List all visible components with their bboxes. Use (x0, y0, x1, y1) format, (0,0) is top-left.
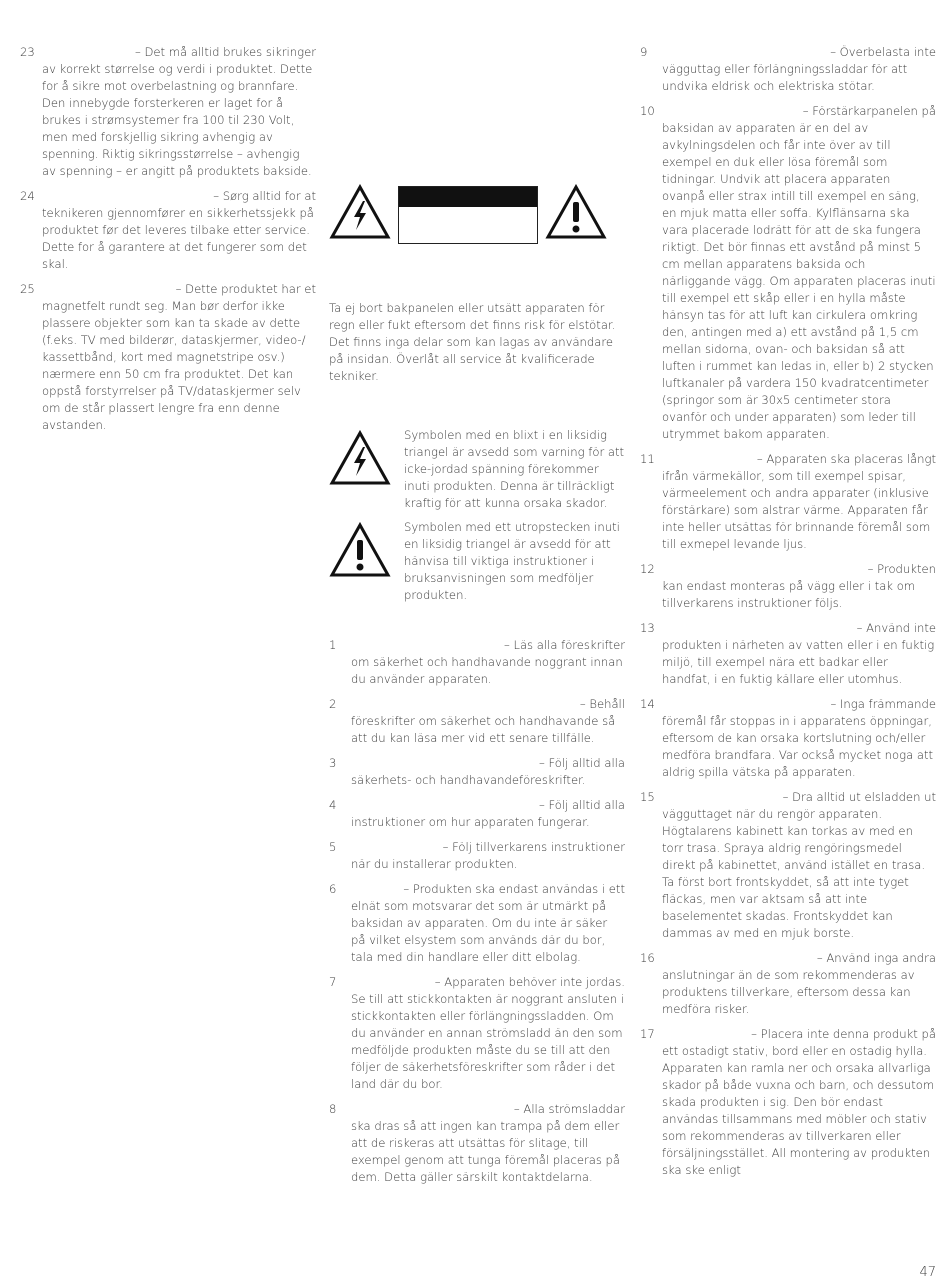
item-text: föremål får stoppas in i apparatens öppningar, eftersom de kan orsaka kortslutning och/eller medföra brandfara. Var också mycket noga att aldrig spilla vätska på apparaten. (662, 714, 934, 779)
item-number: 8 (329, 1102, 337, 1116)
item-number: 23 (20, 45, 35, 59)
item-text: ett ostadigt stativ, bord eller en ostadig hylla. Apparaten kan ramla ner och orsaka allvarliga skador på både vuxna och barn, och dessutom skada produkten i sig. Den bör endast användas tillsammans med möbler och stativ som rekommenderas av tillverkaren eller försäljningsstället. All montering av produkten ska ske enligt (662, 1044, 935, 1177)
exclamation-symbol-text: Symbolen med ett utropstecken inuti en liksidig triangel är avsedd för att hänvisa till viktiga instruktioner i bruksanvisningen som medföljer produkten. (404, 520, 620, 602)
exclamation-triangle-icon (329, 521, 391, 579)
item-text: vägguttag eller förlängningssladdar för att undvika eldrisk och elektriska stötar. (662, 62, 908, 93)
item-lead: – Överbelasta inte (830, 45, 936, 59)
item-text: vägguttaget när du rengör apparaten. Högtalarens kabinett kan torkas av med en torr trasa. Spraya aldrig rengöringsmedel direkt på kabinettet, använd istället en trasa. Ta först bort frontskyddet, så att inte tyget fläckas, men var aktsam så att inte baselementet skadas. Frontskyddet kan dammas av med en mjuk borste. (662, 807, 926, 940)
right-column (640, 44, 936, 1187)
item-text: Se till att stickkontakten är noggrant ansluten i stickkontakten eller förlängningssladden. Om du använder en annan strömsladd än den som medföljde produkten måste du se till att den följer de säkerhetsföreskrifter som råder i det land där du bor. (351, 992, 625, 1091)
page-number: 47 (919, 1265, 936, 1280)
item-number: 12 (640, 562, 655, 576)
lightning-warning-icon (329, 184, 391, 240)
item-number: 2 (329, 697, 337, 711)
list-item (329, 755, 625, 789)
list-item (20, 281, 316, 434)
list-item (329, 881, 625, 966)
item-lead: – Placera inte denna produkt på (751, 1027, 936, 1041)
item-number: 11 (640, 452, 655, 466)
exclamation-symbol-note (329, 519, 625, 605)
list-item (640, 103, 936, 443)
item-number: 15 (640, 790, 655, 804)
exclamation-warning-icon (545, 184, 607, 240)
item-number: 1 (329, 638, 337, 652)
item-number: 16 (640, 951, 655, 965)
item-number: 3 (329, 756, 337, 770)
item-text: kan endast monteras på vägg eller i tak om tillverkarens instruktioner följs. (662, 579, 916, 610)
item-lead: – Sørg alltid for at (213, 189, 316, 203)
item-text: instruktioner om hur apparaten fungerar. (351, 815, 590, 829)
middle-column (329, 44, 625, 1194)
item-number: 13 (640, 621, 655, 635)
item-text: säkerhets- och handhavandeföreskrifter. (351, 773, 586, 787)
item-lead: – Följ alltid alla (539, 798, 625, 812)
item-lead: – Produkten ska endast användas i ett (403, 882, 625, 896)
item-text: magnetfelt rundt seg. Man bør derfor ikke plassere objekter som kan ta skade av dette (f.eks. TV med bilderør, dataskjermer, video-/ kassettbånd, kort med magnetstripe osv.) nærmere enn 50 cm fra produktet. Det kan oppstå forstyrrelser på TV/dataskjermer selv om de står plassert lengre fra enn denne avstanden. (42, 299, 306, 432)
list-item (640, 1026, 936, 1179)
item-text: anslutningar än de som rekommenderas av produktens tillverkare, eftersom dessa kan medföra risker. (662, 968, 915, 1016)
list-item (329, 974, 625, 1093)
list-item (329, 839, 625, 873)
item-lead: – Produkten (867, 562, 936, 576)
list-item (640, 950, 936, 1018)
item-number: 17 (640, 1027, 655, 1041)
list-item (640, 696, 936, 781)
caution-banner (398, 186, 538, 244)
item-text: ifrån värmekällor, som till exempel spisar, värmeelement och andra apparater (inklusive förstärkare) som alstrar värme. Apparaten får inte heller utsättas för brinnande föremål som till exmepel levande ljus. (662, 469, 931, 551)
list-item (20, 44, 316, 180)
list-item (640, 561, 936, 612)
list-item (640, 789, 936, 942)
item-lead: – Läs alla föreskrifter (504, 638, 625, 652)
item-number: 10 (640, 104, 655, 118)
item-lead: – Alla strömsladdar (513, 1102, 625, 1116)
item-number: 7 (329, 975, 337, 989)
list-item (329, 637, 625, 688)
item-text: elnät som motsvarar det som är utmärkt på baksidan av apparaten. Om du inte är säker på vilket elsystem som används där du bor, tala med din handlare eller ditt elbolag. (351, 899, 608, 964)
item-text: teknikeren gjennomfører en sikkerhetssjekk på produktet før det leveres tilbake etter service. Dette for å garantere at det fungerer som det skal. (42, 206, 314, 271)
item-lead: – Använd inte (856, 621, 936, 635)
item-lead: – Apparaten ska placeras långt (756, 452, 936, 466)
warning-text: Ta ej bort bakpanelen eller utsätt apparaten för regn eller fukt eftersom det finns risk för elstötar. Det finns inga delar som kan lagas av användare på insidan. Överlåt all service åt kvalificerade tekniker. (329, 301, 616, 383)
item-lead: – Inga främmande (830, 697, 936, 711)
item-number: 5 (329, 840, 337, 854)
item-lead: – Behåll (579, 697, 625, 711)
lightning-symbol-note (329, 427, 625, 513)
lightning-symbol-text: Symbolen med en blixt i en liksidig triangel är avsedd som varning för att icke-jordad spänning förekommer inuti produkten. Denna är tillräckligt kraftig för att kunna orsaka skador. (404, 428, 625, 510)
lightning-triangle-icon (329, 429, 391, 487)
item-lead: – Förstärkarpanelen på (802, 104, 936, 118)
list-item (640, 620, 936, 688)
item-number: 6 (329, 882, 337, 896)
list-item (329, 1101, 625, 1186)
caution-label (329, 184, 625, 254)
list-item (640, 451, 936, 553)
left-column (20, 44, 316, 442)
item-number: 9 (640, 45, 648, 59)
item-lead: – Använd inga andra (816, 951, 936, 965)
list-item (329, 797, 625, 831)
item-text: av korrekt størrelse og verdi i produktet. Dette for å sikre mot overbelastning og brannfare. Den innebygde forsterkeren er laget for å brukes i strømsystemer fra 100 til 230 Volt, men med forskjellig sikring avhengig av spenning. Riktig sikringsstørrelse – avhengig av spenning – er angitt på produktets bakside. (42, 62, 313, 178)
item-text: om säkerhet och handhavande noggrant innan du använder apparaten. (351, 655, 623, 686)
list-item (640, 44, 936, 95)
item-text: föreskrifter om säkerhet och handhavande så att du kan läsa mer vid ett senare tillfälle. (351, 714, 616, 745)
item-number: 25 (20, 282, 35, 296)
item-number: 24 (20, 189, 35, 203)
item-lead: – Dra alltid ut elsladden ut (782, 790, 936, 804)
item-text: när du installerar produkten. (351, 857, 518, 871)
item-lead: – Följ alltid alla (539, 756, 625, 770)
item-lead: – Apparaten behöver inte jordas. (434, 975, 625, 989)
list-item (20, 188, 316, 273)
item-number: 14 (640, 697, 655, 711)
item-lead: – Det må alltid brukes sikringer (134, 45, 316, 59)
item-lead: – Dette produktet har et (175, 282, 316, 296)
list-item (329, 696, 625, 747)
item-text: produkten i närheten av vatten eller i en fuktig miljö, till exempel nära ett badkar eller handfat, i en fuktig källare eller utomhus. (662, 638, 935, 686)
item-lead: – Följ tillverkarens instruktioner (442, 840, 625, 854)
item-number: 4 (329, 798, 337, 812)
item-text: ska dras så att ingen kan trampa på dem eller att de riskeras att utsättas för slitage, till exempel genom att tunga föremål placeras på dem. Detta gäller särskilt kontaktdelarna. (351, 1119, 621, 1184)
item-text: baksidan av apparaten är en del av avkylningsdelen och får inte över av till exempel en duk eller lösa föremål som tidningar. Undvik att placera apparaten ovanpå eller strax intill till exempel en säng, en mjuk matta eller soffa. Kylflänsarna ska vara placerade lodrätt för att de ska fungera riktigt. Det bör finnas ett avstånd på minst 5 cm mellan apparatens baksida och närliggande vägg. Om apparaten placeras inuti till exempel ett skåp eller i en hylla måste hänsyn tas för att luft kan cirkulera omkring den, antingen med a) ett avstånd på 1,5 cm mellan sidorna, ovan- och baksidan så att luften i rummet kan ledas in, eller b) 2 stycken luftkanaler på vardera 150 kvadratcentimeter (springor som är 30x5 centimeter stora ovanför och under apparaten) som leder till utrymmet bakom apparaten. (662, 121, 936, 441)
